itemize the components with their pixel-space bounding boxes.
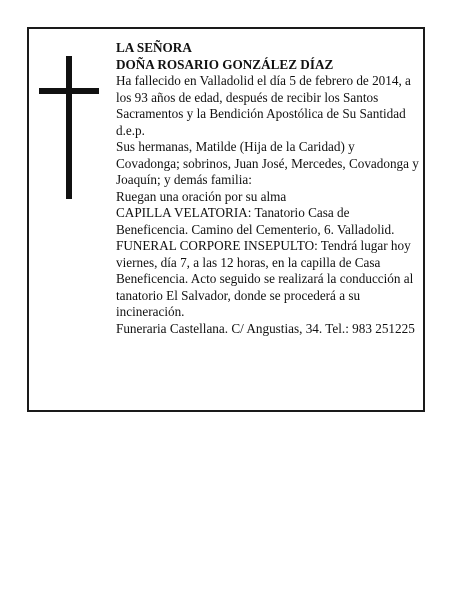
obituary-notice bbox=[27, 27, 425, 412]
cross-icon bbox=[39, 56, 99, 199]
notice-text bbox=[116, 40, 421, 337]
chapel-info: CAPILLA VELATORIA: Tanatorio Casa de Beneficencia. Camino del Cementerio, 6. Valladolid. bbox=[116, 205, 395, 237]
notice-title: LA SEÑORA bbox=[116, 40, 192, 55]
funeral-home-contact: Funeraria Castellana. C/ Angustias, 34. Tel.: 983 251225 bbox=[116, 320, 415, 336]
death-announcement: Ha fallecido en Valladolid el día 5 de febrero de 2014, a los 93 años de edad, después de recibir los Santos Sacramentos y la Bendición Apostólica de Su Santidad d.e.p. bbox=[116, 73, 411, 138]
prayer-request: Ruegan una oración por su alma bbox=[116, 188, 287, 204]
family-members: Sus hermanas, Matilde (Hija de la Caridad) y Covadonga; sobrinos, Juan José, Mercedes, Covadonga y Joaquín; y demás familia: bbox=[116, 139, 419, 187]
deceased-name: DOÑA ROSARIO GONZÁLEZ DÍAZ bbox=[116, 56, 334, 72]
funeral-info: FUNERAL CORPORE INSEPULTO: Tendrá lugar hoy viernes, día 7, a las 12 horas, en la capilla de Casa Beneficencia. Acto seguido se realizará la conducción al tanatorio El Salvador, donde se procederá a su incineración. bbox=[116, 238, 414, 319]
